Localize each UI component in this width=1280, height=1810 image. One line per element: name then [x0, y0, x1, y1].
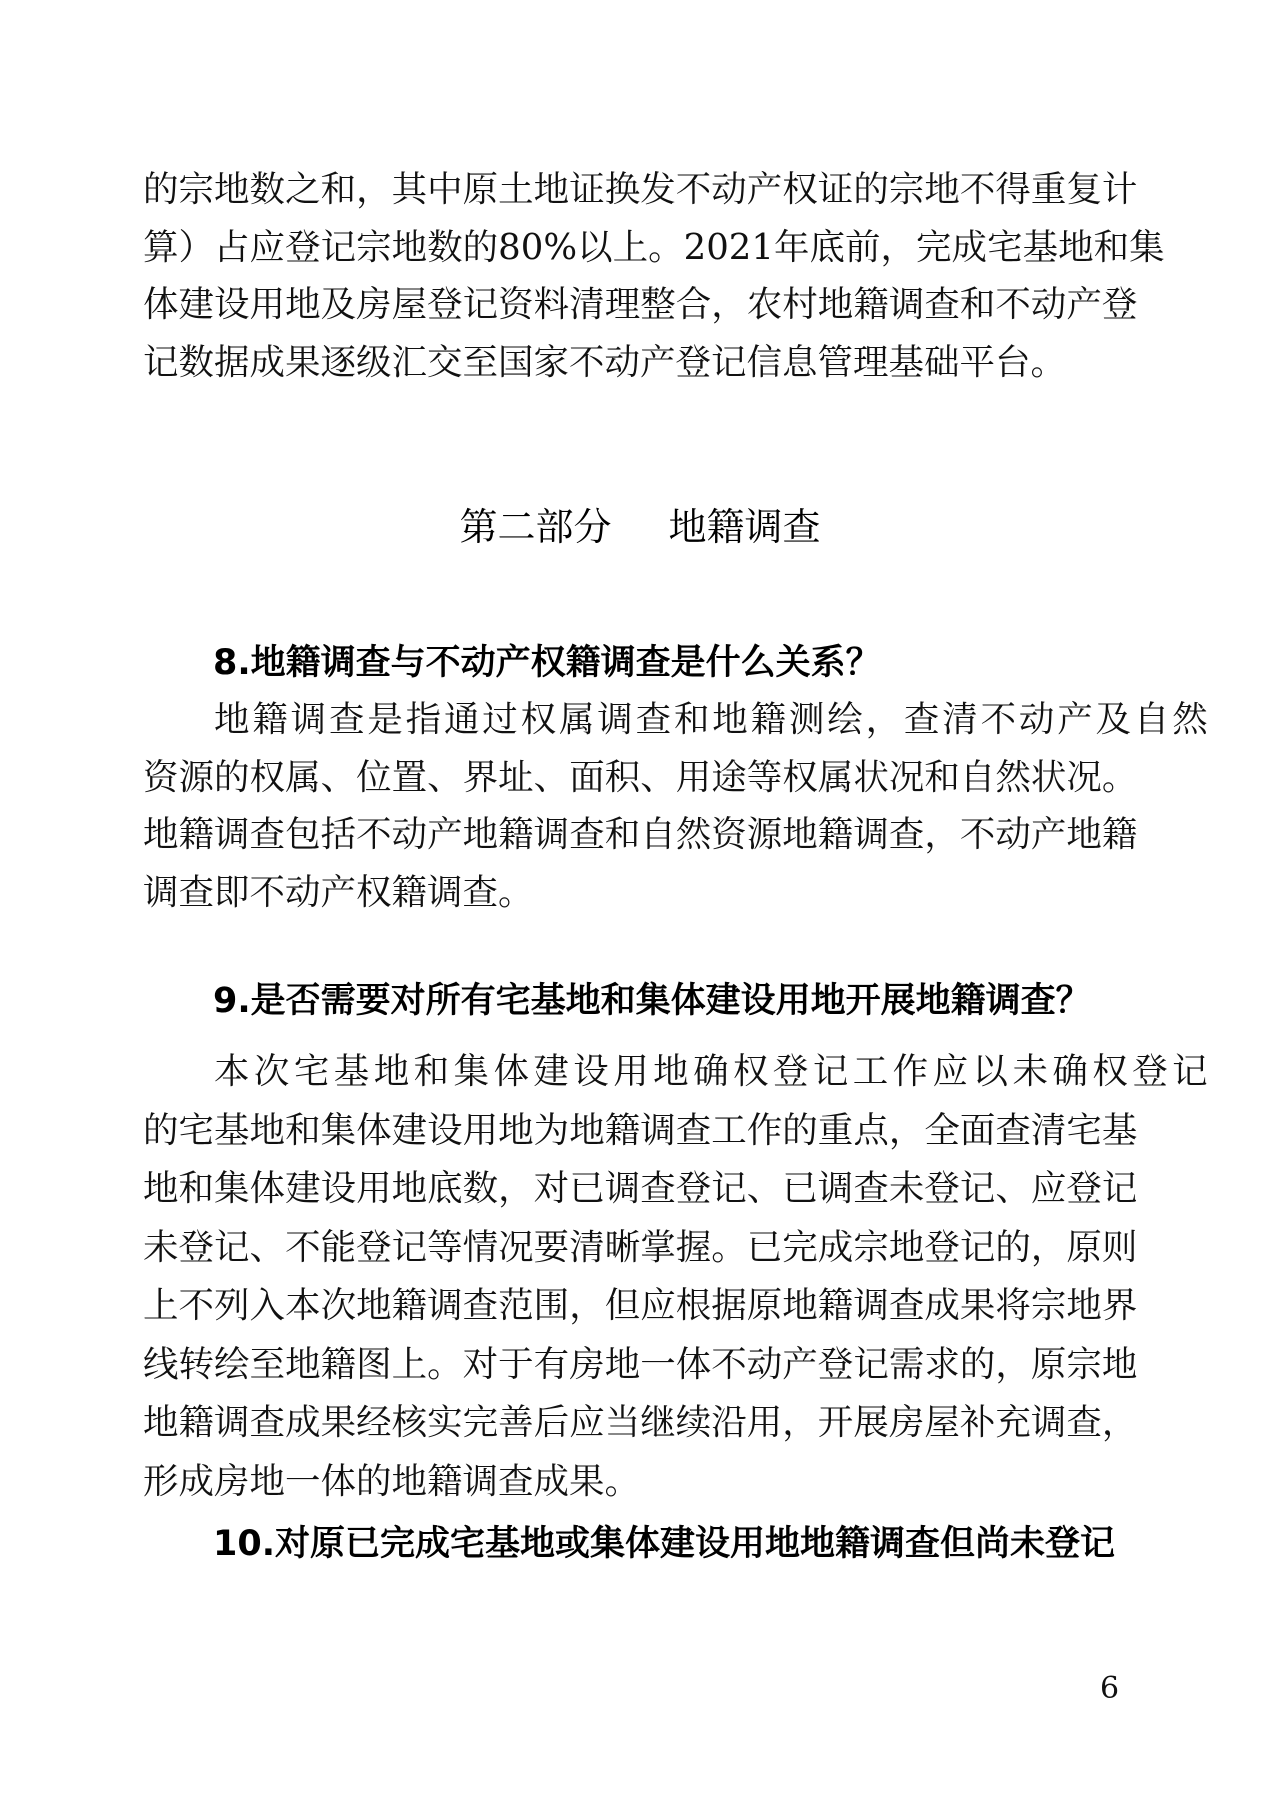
question-9-heading: 9.是否需要对所有宅基地和集体建设用地开展地籍调查？ [213, 981, 1091, 1021]
paragraph-line: 本 次 宅 基 地 和 集 体 建 设 用 地 确 权 登 记 工 作 应 以 未 确 权 登 记 [214, 1051, 1208, 1092]
paragraph-line: 调查即不动产权籍调查。 [143, 871, 534, 913]
paragraph-line: 算 ） 占 应 登 记 宗 地 数 的 80% 以 上 。 2021 年 底 前 ， 完 成 宅 基 地 和 集 [143, 226, 1165, 268]
question-8-heading: 8.地籍调查与不动产权籍调查是什么关系？ [213, 643, 881, 683]
section-title [0, 506, 1280, 550]
paragraph-line: 地 籍 调 查 成 果 经 核 实 完 善 后 应 当 继 续 沿 用 ， 开 展 房 屋 补 充 调 查 ， [143, 1402, 1138, 1443]
paragraph-line: 上 不 列 入 本 次 地 籍 调 查 范 围 ， 但 应 根 据 原 地 籍 调 查 成 果 将 宗 地 界 [143, 1285, 1138, 1326]
paragraph-line: 形成房地一体的地籍调查成果。 [143, 1460, 641, 1502]
paragraph-line: 地 籍 调 查 是 指 通 过 权 属 调 查 和 地 籍 测 绘 ， 查 清 不 动 产 及 自 然 [214, 699, 1208, 740]
section-title-part1: 第二部分 [459, 505, 612, 549]
paragraph-line: 的 宅 基 地 和 集 体 建 设 用 地 为 地 籍 调 查 工 作 的 重 点 ， 全 面 查 清 宅 基 [143, 1109, 1138, 1151]
paragraph-line: 未 登 记 、 不 能 登 记 等 情 况 要 清 晰 掌 握 。 已 完 成 宗 地 登 记 的 ， 原 则 [143, 1226, 1138, 1268]
paragraph-line: 地 和 集 体 建 设 用 地 底 数 ， 对 已 调 查 登 记 、 已 调 查 未 登 记 、 应 登 记 [143, 1168, 1138, 1209]
paragraph-line: 的 宗 地 数 之 和 ， 其 中 原 土 地 证 换 发 不 动 产 权 证 的 宗 地 不 得 重 复 计 [143, 169, 1138, 210]
paragraph-line: 线 转 绘 至 地 籍 图 上 。 对 于 有 房 地 一 体 不 动 产 登 记 需 求 的 ， 原 宗 地 [143, 1343, 1138, 1385]
paragraph-line: 地 籍 调 查 包 括 不 动 产 地 籍 调 查 和 自 然 资 源 地 籍 调 查 ， 不 动 产 地 籍 [143, 814, 1138, 855]
page-number: 6 [1100, 1671, 1120, 1706]
question-10-heading: 10.对原已完成宅基地或集体建设用地地籍调查但尚未登记 [213, 1524, 1116, 1564]
paragraph-line: 记数据成果逐级汇交至国家不动产登记信息管理基础平台。 [143, 341, 1067, 383]
paragraph-line: 体 建 设 用 地 及 房 屋 登 记 资 料 清 理 整 合 ， 农 村 地 籍 调 查 和 不 动 产 登 [143, 284, 1138, 325]
paragraph-line: 资 源 的 权 属 、 位 置 、 界 址 、 面 积 、 用 途 等 权 属 状 况 和 自 然 状 况 。 [143, 756, 1138, 798]
section-title-part2: 地籍调查 [668, 505, 821, 549]
